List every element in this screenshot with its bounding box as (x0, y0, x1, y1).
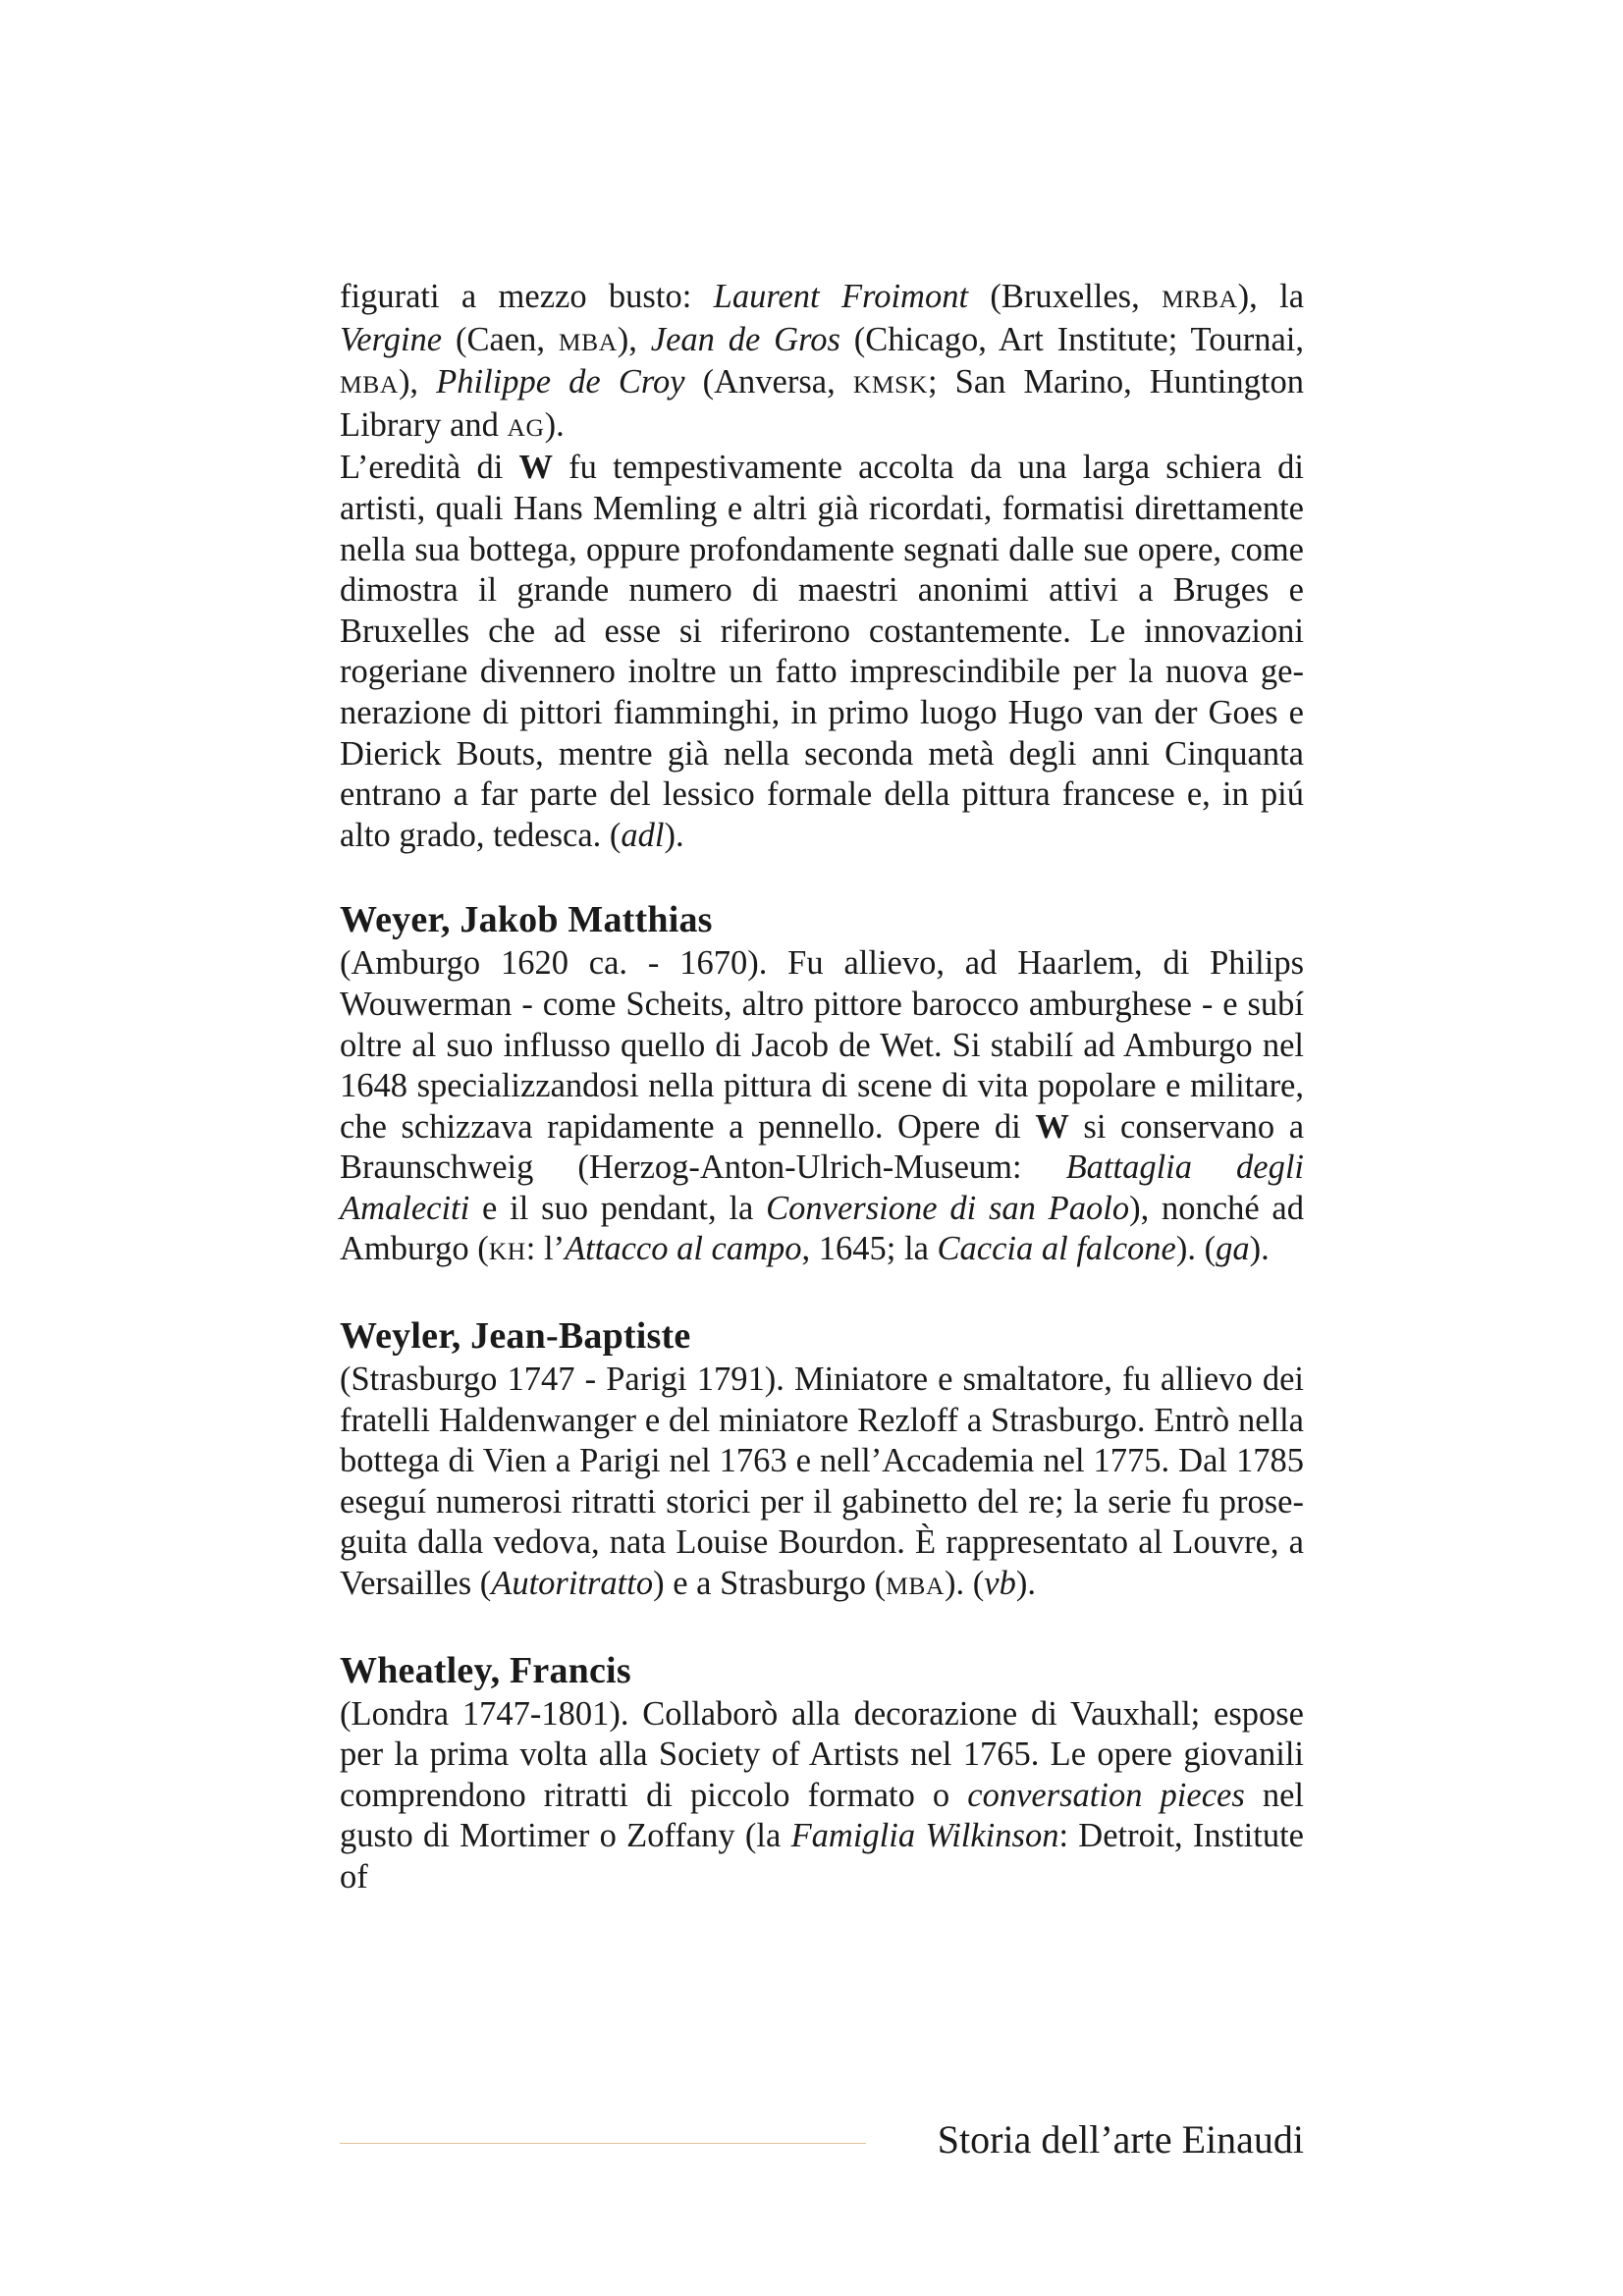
spacer (340, 1272, 1304, 1314)
text-run: ). (544, 405, 565, 444)
continuation-paragraph-2 (340, 448, 1304, 856)
text-run: nel gusto di Mortimer o Zoffany (la (340, 1776, 1304, 1855)
text-run: si conservano a Braunschweig (Herzog-Anton-Ulrich-Museum: (340, 1107, 1305, 1187)
text-run: (Strasburgo 1747 - Parigi 1791). Miniatore e smaltatore, fu allievo dei fratelli Haldenwanger e del miniatore Rezloff a Strasburgo. Entrò nella bottega di Vien a Parigi nel 1763 e nell’Accademia nel 1775. Dal 1785 eseguí numerosi ritratti storici per il gabinetto del re; la serie fu proseguita dalla vedova, nata Louise Bourdon. È rappresentato al Louvre, a Versailles ( (340, 1361, 1304, 1603)
entry-heading-wheatley: Wheatley, Francis (340, 1649, 631, 1691)
text-run: ). ( (945, 1565, 985, 1603)
text-run: (Amburgo 1620 ca. - 1670). Fu allievo, ad Haarlem, di Philips Wouwerman - come Scheits, altro pittore barocco amburghese - e subí oltre al suo influsso quello di Jacob de Wet. Si stabilí ad Amburgo nel 1648 specializzandosi nella pittura di scene di vita popolare e militare, che schizzava rapidamente a pennello. Opere di (340, 944, 1304, 1146)
spacer (340, 1607, 1304, 1649)
text-run: (Anversa, (684, 363, 853, 401)
entry-body-weyler (340, 1360, 1304, 1607)
text-run: ). (1249, 1230, 1270, 1268)
italic-run: conversation pieces (967, 1776, 1245, 1814)
italic-run: Laurent Froimont (713, 278, 969, 315)
footer-title: Storia dell’arte Einaudi (937, 2117, 1304, 2162)
text-run: ). ( (1175, 1230, 1217, 1268)
text-run: figurati a mezzo busto: (340, 278, 714, 315)
italic-run: Caccia al falcone (937, 1230, 1176, 1268)
text-run: ). (1015, 1565, 1036, 1603)
text-run: : l’ (525, 1230, 566, 1268)
italic-run: Conversione di san Paolo (766, 1189, 1130, 1227)
smallcaps-run: MRBA (1162, 285, 1238, 313)
italic-run: Philippe de Croy (436, 363, 685, 401)
italic-run: vb (984, 1565, 1016, 1603)
text-run: ), la (1237, 278, 1305, 315)
text-run: ) e a Strasburgo ( (653, 1565, 887, 1603)
text-run: fu tempestivamente accolta da una larga schiera di artisti, quali Hans Memling e altri già ricordati, formatisi direttamente nella sua bottega, oppure profondamente segnati dalle sue opere, come dimostra il grande numero di maestri anonimi attivi a Bruges e Bruxelles che ad esse si riferirono costantemente. Le innovazioni rogeriane divennero inoltre un fatto imprescindibile per la nuova generazione di pittori fiamminghi, in primo luogo Hugo van der Goes e Dierick Bouts, mentre già nella seconda metà degli anni Cinquanta entrano a far parte del lessico formale della pittura francese e, in piú alto grado, tedesca. ( (340, 449, 1304, 854)
smallcaps-run: MBA (558, 327, 618, 356)
italic-run: Autoritratto (491, 1565, 654, 1603)
text-column (340, 277, 1304, 1898)
text-run: ; San Marino, Huntington Library and (340, 363, 1304, 444)
text-run: ), (617, 320, 651, 358)
text-run: e il suo pendant, la (469, 1189, 767, 1227)
entry-body-weyer (340, 943, 1304, 1272)
footer-rule (340, 2143, 866, 2144)
text-run: L’eredità di (340, 449, 519, 487)
text-run: ). (664, 816, 684, 854)
italic-run: ga (1216, 1230, 1250, 1268)
smallcaps-run: MBA (886, 1572, 946, 1601)
italic-run: Famiglia Wilkinson (790, 1817, 1059, 1855)
entry-heading-weyer: Weyer, Jakob Matthias (340, 899, 713, 941)
smallcaps-run: AG (507, 412, 545, 442)
smallcaps-run: KMSK (852, 370, 928, 400)
bold-run: W (1035, 1107, 1069, 1146)
italic-run: Jean de Gros (650, 320, 840, 358)
smallcaps-run: MBA (340, 370, 399, 400)
text-run: , 1645; la (801, 1230, 938, 1268)
smallcaps-run: KH (488, 1237, 526, 1266)
italic-run: adl (621, 816, 665, 854)
text-run: (Bruxelles, (968, 278, 1163, 315)
continuation-paragraph-1 (340, 277, 1304, 448)
text-run: : Detroit, Institute of (340, 1817, 1304, 1896)
italic-run: Battaglia degli Amaleciti (340, 1148, 1304, 1227)
italic-run: Attacco al campo (565, 1230, 802, 1268)
spacer (340, 856, 1304, 898)
entry-body-wheatley (340, 1694, 1304, 1898)
text-run: ), (398, 363, 437, 401)
text-run: (Caen, (442, 320, 559, 358)
text-run: (Londra 1747-1801). Collaborò alla decorazione di Vauxhall; espose per la prima volta alla Society of Artists nel 1765. Le opere giovanili comprendono ritratti di piccolo formato o (340, 1694, 1304, 1814)
text-run: ), nonché ad Amburgo ( (340, 1189, 1304, 1268)
text-run: (Chicago, Art Institute; Tournai, (839, 320, 1304, 358)
entry-heading-weyler: Weyler, Jean-Baptiste (340, 1315, 691, 1358)
italic-run: Vergine (340, 320, 443, 358)
bold-run: W (518, 449, 553, 487)
